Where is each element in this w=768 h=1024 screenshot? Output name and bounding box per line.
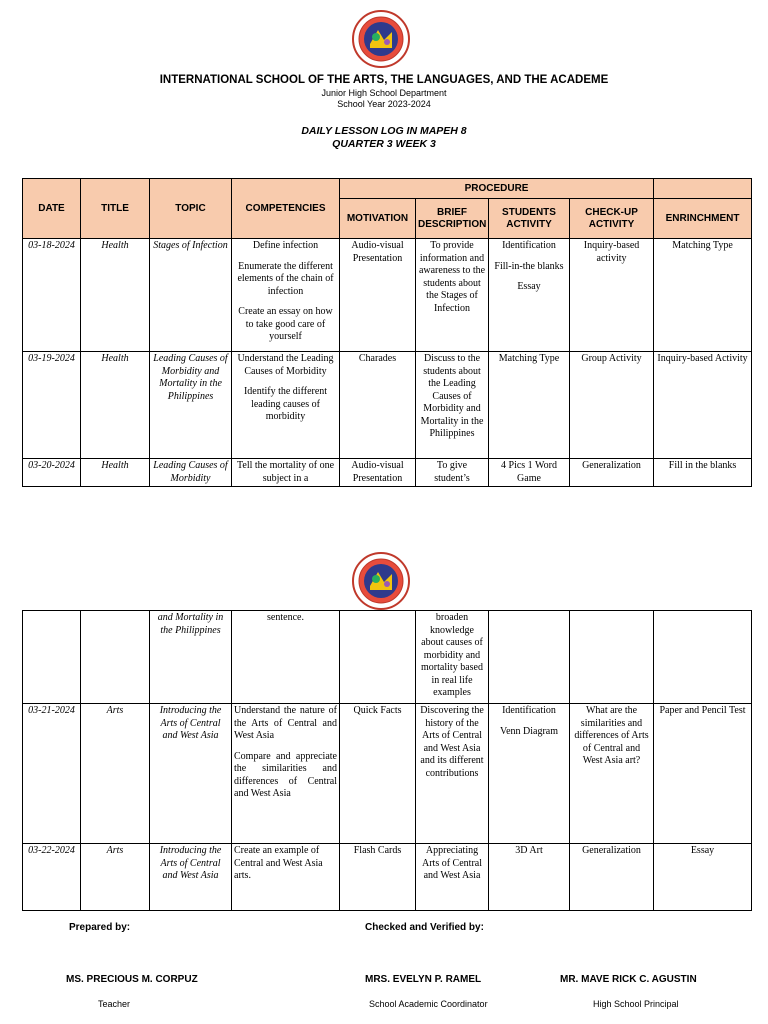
row-topic: Leading Causes of Morbidity bbox=[150, 459, 232, 487]
row-title: Health bbox=[81, 239, 150, 352]
row-title: Health bbox=[81, 459, 150, 487]
row-title: Health bbox=[81, 352, 150, 459]
table-row bbox=[23, 611, 752, 704]
row-brief-description: Appreciating Arts of Central and West Asia bbox=[416, 844, 489, 911]
row-checkup-activity: What are the similarities and differences of Arts of Central and West Asia art? bbox=[570, 704, 654, 844]
competency-item: Understand the Leading Causes of Morbidity bbox=[237, 353, 334, 377]
row-enrichment: Essay bbox=[654, 844, 752, 911]
coordinator-role: School Academic Coordinator bbox=[369, 999, 488, 1009]
competency-item: Define infection bbox=[252, 240, 319, 251]
header-topic: TOPIC bbox=[150, 179, 232, 239]
row-students-activity: 3D Art bbox=[489, 844, 570, 911]
row-motivation: Charades bbox=[340, 352, 416, 459]
competency-item: Create an essay on how to take good care of yourself bbox=[238, 306, 333, 342]
header-procedure: PROCEDURE bbox=[340, 179, 654, 199]
header-competencies: COMPETENCIES bbox=[232, 179, 340, 239]
activity-item: Identification bbox=[502, 240, 556, 251]
row-students-activity bbox=[489, 704, 570, 844]
table-row bbox=[23, 459, 752, 487]
row-checkup-activity: Group Activity bbox=[570, 352, 654, 459]
school-name: INTERNATIONAL SCHOOL OF THE ARTS, THE LANGUAGES, AND THE ACADEME bbox=[159, 74, 609, 86]
row-date: 03-20-2024 bbox=[23, 459, 81, 487]
activity-item: Essay bbox=[517, 281, 541, 292]
row-students-activity: 4 Pics 1 Word Game bbox=[489, 459, 570, 487]
principal-name: MR. MAVE RICK C. AGUSTIN bbox=[560, 974, 697, 985]
row-motivation: Flash Cards bbox=[340, 844, 416, 911]
prepared-by-label: Prepared by: bbox=[69, 922, 131, 933]
row-topic: Stages of Infection bbox=[150, 239, 232, 352]
row-brief-description: Discuss to the students about the Leading Causes of Morbidity and Mortality in the Philippines bbox=[416, 352, 489, 459]
row-students-activity bbox=[489, 239, 570, 352]
school-logo bbox=[352, 10, 410, 68]
document-title: DAILY LESSON LOG IN MAPEH 8 bbox=[301, 125, 467, 137]
row-motivation: Audio-visual Presentation bbox=[340, 459, 416, 487]
coordinator-name: MRS. EVELYN P. RAMEL bbox=[365, 974, 482, 985]
row-date: 03-19-2024 bbox=[23, 352, 81, 459]
table-row bbox=[23, 704, 752, 844]
school-year: School Year 2023-2024 bbox=[337, 99, 431, 109]
row-date: 03-21-2024 bbox=[23, 704, 81, 844]
row-competencies bbox=[232, 704, 340, 844]
row-title: Arts bbox=[81, 704, 150, 844]
row-brief-description: To give student’s bbox=[416, 459, 489, 487]
header-date: DATE bbox=[23, 179, 81, 239]
header-title: TITLE bbox=[81, 179, 150, 239]
activity-item: Identification bbox=[502, 705, 556, 716]
table-row bbox=[23, 844, 752, 911]
lesson-log-table-page1 bbox=[22, 178, 752, 487]
lesson-log-table-page2 bbox=[22, 610, 752, 911]
teacher-name: MS. PRECIOUS M. CORPUZ bbox=[66, 974, 198, 985]
row-enrichment: Inquiry-based Activity bbox=[654, 352, 752, 459]
competency-item: Compare and appreciate the similarities and differences of Central and West Asia bbox=[234, 750, 337, 799]
competency-item: Identify the different leading causes of morbidity bbox=[243, 386, 328, 422]
activity-item: Venn Diagram bbox=[499, 725, 559, 737]
row-brief-description: Discovering the history of the Arts of Central and West Asia and its different contributions bbox=[416, 704, 489, 844]
row-competencies: sentence. bbox=[232, 611, 340, 704]
row-motivation: Audio-visual Presentation bbox=[340, 239, 416, 352]
row-competencies: Create an example of Central and West Asia arts. bbox=[232, 844, 340, 911]
row-competencies bbox=[232, 239, 340, 352]
row-enrichment: Matching Type bbox=[654, 239, 752, 352]
row-date: 03-22-2024 bbox=[23, 844, 81, 911]
row-checkup-activity: Inquiry-based activity bbox=[570, 239, 654, 352]
row-competencies bbox=[232, 352, 340, 459]
header-blank bbox=[654, 179, 752, 199]
table-row bbox=[23, 352, 752, 459]
row-enrichment: Paper and Pencil Test bbox=[654, 704, 752, 844]
row-topic: Introducing the Arts of Central and West Asia bbox=[150, 704, 232, 844]
row-motivation: Quick Facts bbox=[340, 704, 416, 844]
row-checkup-activity: Generalization bbox=[570, 459, 654, 487]
header-checkup-activity: CHECK-UP ACTIVITY bbox=[570, 199, 654, 239]
row-brief-description: broaden knowledge about causes of morbidity and mortality based in real life examples bbox=[416, 611, 489, 704]
header-brief-description: BRIEF DESCRIPTION bbox=[416, 199, 489, 239]
header-motivation: MOTIVATION bbox=[340, 199, 416, 239]
row-topic: Leading Causes of Morbidity and Mortality in the Philippines bbox=[150, 352, 232, 459]
header-enrichment: ENRINCHMENT bbox=[654, 199, 752, 239]
teacher-role: Teacher bbox=[98, 999, 131, 1009]
row-competencies: Tell the mortality of one subject in a bbox=[232, 459, 340, 487]
competency-item: Enumerate the different elements of the chain of infection bbox=[237, 260, 334, 297]
competency-item: Understand the nature of the Arts of Central and West Asia bbox=[234, 705, 337, 741]
department: Junior High School Department bbox=[321, 88, 447, 98]
table-row bbox=[23, 239, 752, 352]
checked-by-label: Checked and Verified by: bbox=[365, 922, 484, 933]
header-students-activity: STUDENTS ACTIVITY bbox=[489, 199, 570, 239]
school-logo bbox=[352, 552, 410, 610]
row-title: Arts bbox=[81, 844, 150, 911]
principal-role: High School Principal bbox=[593, 999, 679, 1009]
document-subtitle: QUARTER 3 WEEK 3 bbox=[332, 138, 436, 150]
row-checkup-activity: Generalization bbox=[570, 844, 654, 911]
row-students-activity: Matching Type bbox=[489, 352, 570, 459]
row-topic: Introducing the Arts of Central and West Asia bbox=[150, 844, 232, 911]
activity-item: Fill-in-the blanks bbox=[494, 260, 564, 272]
row-enrichment: Fill in the blanks bbox=[654, 459, 752, 487]
row-date: 03-18-2024 bbox=[23, 239, 81, 352]
row-topic: and Mortality in the Philippines bbox=[150, 611, 232, 704]
row-brief-description: To provide information and awareness to the students about the Stages of Infection bbox=[416, 239, 489, 352]
